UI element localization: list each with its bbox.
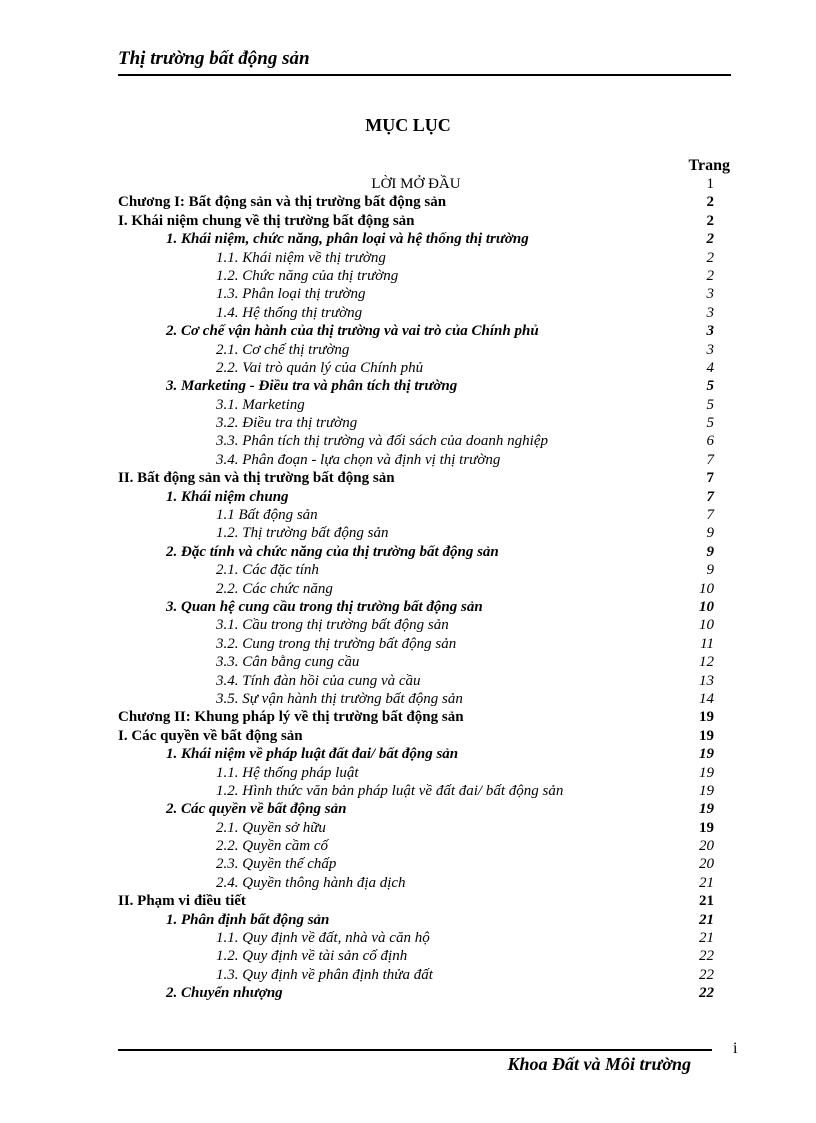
toc-entry-title: I. Các quyền về bất động sản [118,727,303,744]
toc-entry-page: 10 [699,580,714,597]
toc-entry-page: 22 [699,948,714,965]
toc-entry-title: 1.2. Chức năng của thị trường [216,267,399,284]
toc-entry-page: 7 [706,488,714,505]
toc-entry [118,524,714,542]
toc-entry [118,800,714,818]
toc-entry [118,672,714,690]
toc-entry-title: Chương I: Bất động sản và thị trường bất động sản [118,194,447,211]
page-number: i [733,1040,738,1057]
toc-entry-page: 2 [706,231,714,248]
toc-entry [118,304,714,322]
toc-entry-page: 21 [699,911,714,928]
toc-entry [118,911,714,929]
toc-entry-page: 22 [699,985,714,1002]
toc-entry [118,855,714,873]
toc-entry-page: 19 [699,709,714,726]
toc-entry-page: 3 [706,341,714,358]
toc-entry-page: 9 [706,525,714,542]
toc-entry-title: 2.1. Quyền sở hữu [216,819,326,836]
toc-entry-title: 1. Phân định bất động sản [166,911,330,928]
toc-entry-title: 1.3. Quy định về phân định thửa đất [216,966,433,983]
toc-entry-page: 20 [699,838,714,855]
toc-entry-page: 3 [706,286,714,303]
toc-entry-page: 2 [706,267,714,284]
toc-entry-title: II. Bất động sản và thị trường bất động sản [118,470,395,487]
toc-entry-page: 2 [706,194,714,211]
toc-entry [118,432,714,450]
toc-entry-page: 20 [699,856,714,873]
toc-entry-title: I. Khái niệm chung về thị trường bất động sản [118,212,415,229]
toc-entry-page: 3 [706,304,714,321]
toc-entry-title: 1.1. Khái niệm về thị trường [216,249,386,266]
toc-entry-title: 1. Khái niệm, chức năng, phân loại và hệ thống thị trường [166,231,529,248]
toc-entry [118,892,714,910]
toc-entry-page: 21 [699,930,714,947]
toc-entry-title: 3. Quan hệ cung cầu trong thị trường bất động sản [166,598,483,615]
table-of-contents [118,175,714,1003]
toc-entry [118,580,714,598]
toc-entry-page: 19 [699,801,714,818]
toc-entry-title: 2.2. Vai trò quản lý của Chính phủ [216,359,424,376]
toc-entry-title: 2.2. Quyền cầm cố [216,838,329,855]
toc-entry-title: 2. Các quyền về bất động sản [166,801,347,818]
toc-entry-title: II. Phạm vi điều tiết [118,893,246,910]
toc-entry-page: 19 [699,746,714,763]
toc-entry-title: 3.4. Tính đàn hồi của cung và cầu [216,672,421,689]
toc-entry-title: 3.1. Marketing [216,396,305,413]
toc-entry-page: 5 [706,396,714,413]
toc-entry-page: 19 [699,782,714,799]
toc-entry [118,929,714,947]
toc-entry-page: 21 [699,874,714,891]
toc-entry [118,616,714,634]
toc-entry-title: 1.2. Quy định về tài sản cố định [216,948,408,965]
toc-entry-title: 2.1. Các đặc tính [216,562,319,579]
toc-entry-page: 2 [706,212,714,229]
toc-entry [118,745,714,763]
toc-entry-title: 1.1 Bất động sản [216,507,318,524]
toc-entry-title: 2. Đặc tính và chức năng của thị trường bất động sản [166,543,499,560]
toc-entry [118,690,714,708]
toc-entry [118,175,714,193]
toc-entry-title: 3.4. Phân đoạn - lựa chọn và định vị thị trường [216,451,501,468]
toc-entry-page: 7 [706,451,714,468]
toc-entry [118,764,714,782]
toc-entry-page: 6 [706,433,714,450]
toc-entry [118,727,714,745]
toc-entry [118,653,714,671]
toc-entry-page: 4 [706,359,714,376]
toc-entry-title: 1. Khái niệm chung [166,488,289,505]
page-column-label: Trang [688,157,730,174]
toc-entry-title: 2. Cơ chế vận hành của thị trường và vai trò của Chính phủ [166,323,539,340]
toc-entry-page: 3 [706,323,714,340]
toc-entry-page: 10 [699,617,714,634]
toc-entry [118,561,714,579]
toc-entry-title: 2.1. Cơ chế thị trường [216,341,350,358]
toc-entry-page: 19 [699,764,714,781]
toc-entry [118,451,714,469]
toc-entry-title: 2.2. Các chức năng [216,580,333,597]
footer-rule [118,1049,712,1051]
toc-entry [118,341,714,359]
toc-entry-page: 12 [699,654,714,671]
toc-entry-page: 7 [706,470,714,487]
toc-entry [118,708,714,726]
toc-entry [118,414,714,432]
toc-entry-title: 1.4. Hệ thống thị trường [216,304,363,321]
toc-entry-page: 22 [699,966,714,983]
toc-entry [118,212,714,230]
toc-entry [118,285,714,303]
toc-entry [118,782,714,800]
toc-entry [118,322,714,340]
toc-entry-page: 1 [706,176,714,192]
toc-entry-page: 10 [699,598,714,615]
toc-entry-page: 5 [706,415,714,432]
toc-entry-title: 1. Khái niệm về pháp luật đất đai/ bất động sản [166,746,459,763]
toc-entry-title: 3.5. Sự vận hành thị trường bất động sản [216,690,463,707]
footer-text: Khoa Đất và Môi trường [507,1054,691,1074]
toc-entry-page: 13 [699,672,714,689]
toc-entry [118,249,714,267]
toc-entry-page: 9 [706,543,714,560]
toc-entry-title: LỜI MỞ ĐẦU [371,176,461,192]
toc-entry-title: 2.3. Quyền thế chấp [216,856,337,873]
toc-entry [118,635,714,653]
toc-entry-title: 1.2. Hình thức văn bản pháp luật về đất đai/ bất động sản [216,782,564,799]
toc-entry [118,359,714,377]
toc-entry [118,193,714,211]
toc-entry-title: 1.2. Thị trường bất động sản [216,525,389,542]
toc-entry [118,396,714,414]
toc-entry [118,488,714,506]
toc-entry-title: 3.3. Cân bằng cung cầu [216,654,360,671]
toc-entry [118,947,714,965]
toc-entry-title: 2. Chuyển nhượng [166,985,283,1002]
toc-entry [118,230,714,248]
toc-entry-title: 2.4. Quyền thông hành địa dịch [216,874,406,891]
toc-entry [118,543,714,561]
document-title: MỤC LỤC [365,115,451,135]
toc-entry-page: 11 [700,635,714,652]
toc-entry [118,469,714,487]
toc-entry-title: 3.2. Điều tra thị trường [216,415,358,432]
toc-entry-title: 1.1. Hệ thống pháp luật [216,764,359,781]
toc-entry-title: Chương II: Khung pháp lý về thị trường bất động sản [118,709,464,726]
toc-entry [118,819,714,837]
toc-entry-title: 1.1. Quy định về đất, nhà và căn hộ [216,930,430,947]
toc-entry-page: 9 [706,562,714,579]
toc-entry [118,506,714,524]
toc-entry [118,966,714,984]
toc-entry-page: 14 [699,690,714,707]
toc-entry [118,984,714,1002]
toc-entry [118,598,714,616]
toc-entry-page: 19 [699,727,714,744]
toc-entry-title: 3.3. Phân tích thị trường và đối sách của doanh nghiệp [216,433,548,450]
toc-entry [118,267,714,285]
toc-entry-page: 21 [699,893,714,910]
toc-entry [118,837,714,855]
toc-entry-title: 3.1. Cầu trong thị trường bất động sản [216,617,449,634]
toc-entry-page: 19 [699,819,714,836]
toc-entry-title: 1.3. Phân loại thị trường [216,286,366,303]
toc-entry-page: 5 [706,378,714,395]
toc-entry-page: 7 [706,507,714,524]
toc-entry [118,874,714,892]
toc-entry-page: 2 [706,249,714,266]
header-rule [118,74,731,76]
header-title: Thị trường bất động sản [118,48,310,69]
toc-entry [118,377,714,395]
toc-entry-title: 3.2. Cung trong thị trường bất động sản [216,635,457,652]
toc-entry-title: 3. Marketing - Điều tra và phân tích thị trường [166,378,458,395]
